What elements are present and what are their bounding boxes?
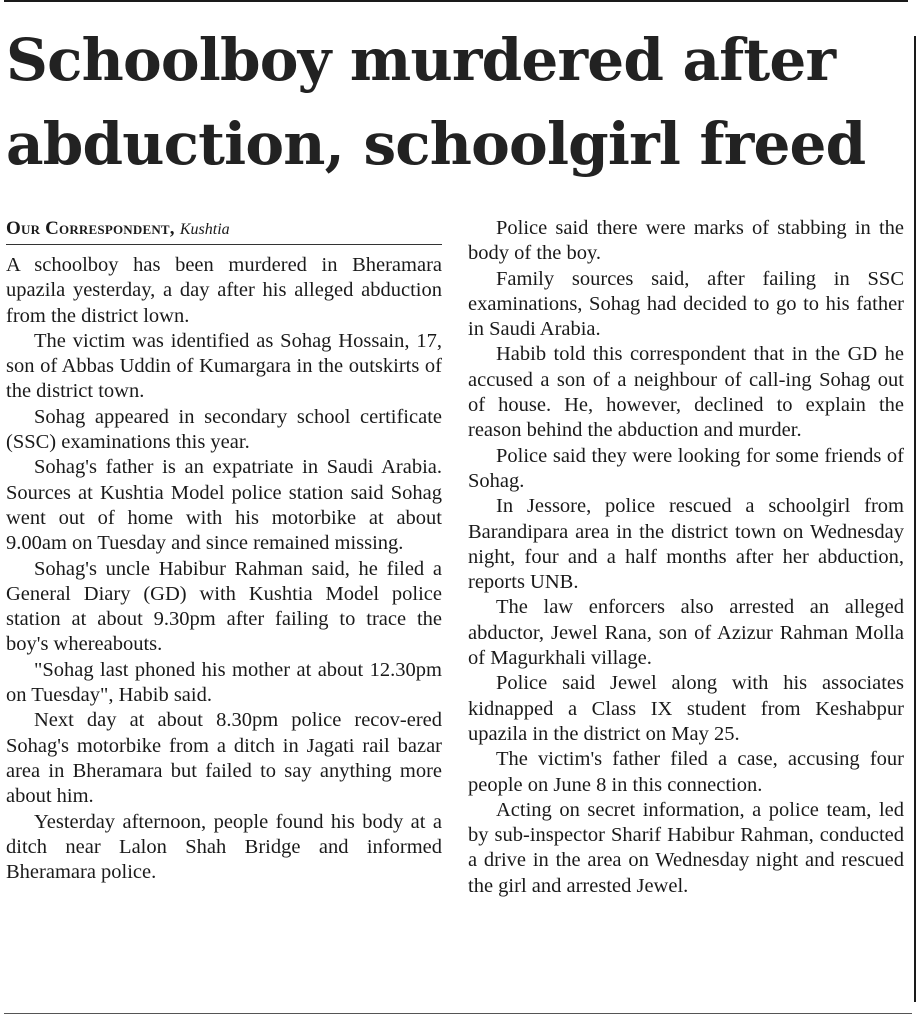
byline-author: Our Correspondent, — [6, 218, 175, 239]
byline-place: Kushtia — [179, 221, 230, 238]
headline-line: abduction, schoolgirl freed — [6, 110, 866, 178]
bottom-rule — [4, 1013, 912, 1014]
paragraph: Police said Jewel along with his associates kidnapped a Class IX student from Keshabpur upazila in the district on May 25. — [468, 672, 904, 745]
left-column — [6, 216, 442, 885]
paragraph: Family sources said, after failing in SSC examinations, Sohag had decided to go to his father in Saudi Arabia. — [468, 267, 904, 341]
byline — [6, 216, 442, 245]
paragraph: "Sohag last phoned his mother at about 12.30pm on Tuesday", Habib said. — [6, 658, 442, 707]
paragraph: The victim's father filed a case, accusing four people on June 8 in this connection. — [468, 748, 904, 796]
paragraph: Habib told this correspondent that in the GD he accused a son of a neighbour of call-ing Sohag out of house. He, however, declined to explain the reason behind the abduction and murder. — [468, 343, 904, 442]
paragraph: The law enforcers also arrested an alleged abductor, Jewel Rana, son of Azizur Rahman Molla of Magurkhali village. — [468, 596, 904, 670]
right-column — [468, 216, 904, 899]
paragraph: In Jessore, police rescued a schoolgirl from Barandipara area in the district town on Wednesday night, four and a half months after her abduction, reports UNB. — [468, 495, 904, 594]
paragraph: Police said there were marks of stabbing in the body of the boy. — [468, 217, 904, 265]
paragraph: Police said they were looking for some friends of Sohag. — [468, 444, 904, 492]
column-rule — [914, 36, 916, 1002]
paragraph: The victim was identified as Sohag Hossain, 17, son of Abbas Uddin of Kumargara in the outskirts of the district town. — [6, 329, 442, 403]
paragraph: Yesterday afternoon, people found his body at a ditch near Lalon Shah Bridge and informed Bheramara police. — [6, 810, 442, 884]
paragraph: Acting on secret information, a police team, led by sub-inspector Sharif Habibur Rahman, conducted a drive in the area on Wednesday night and rescued the girl and arrested Jewel. — [468, 798, 904, 897]
headline — [6, 18, 906, 186]
paragraph: Sohag's uncle Habibur Rahman said, he filed a General Diary (GD) with Kushtia Model police station at about 9.30pm after failing to trace the boy's whereabouts. — [6, 557, 442, 656]
top-rule — [4, 0, 908, 2]
paragraph: Sohag appeared in secondary school certificate (SSC) examinations this year. — [6, 405, 442, 454]
paragraph: A schoolboy has been murdered in Bheramara upazila yesterday, a day after his alleged abduction from the district lown. — [6, 254, 442, 327]
paragraph: Next day at about 8.30pm police recov-ered Sohag's motorbike from a ditch in Jagati rail bazar area in Bheramara but failed to say anything more about him. — [6, 709, 442, 808]
headline-line: Schoolboy murdered after — [6, 26, 836, 94]
paragraph: Sohag's father is an expatriate in Saudi Arabia. Sources at Kushtia Model police station said Sohag went out of home with his motorbike at about 9.00am on Tuesday and since remained missing. — [6, 456, 442, 555]
